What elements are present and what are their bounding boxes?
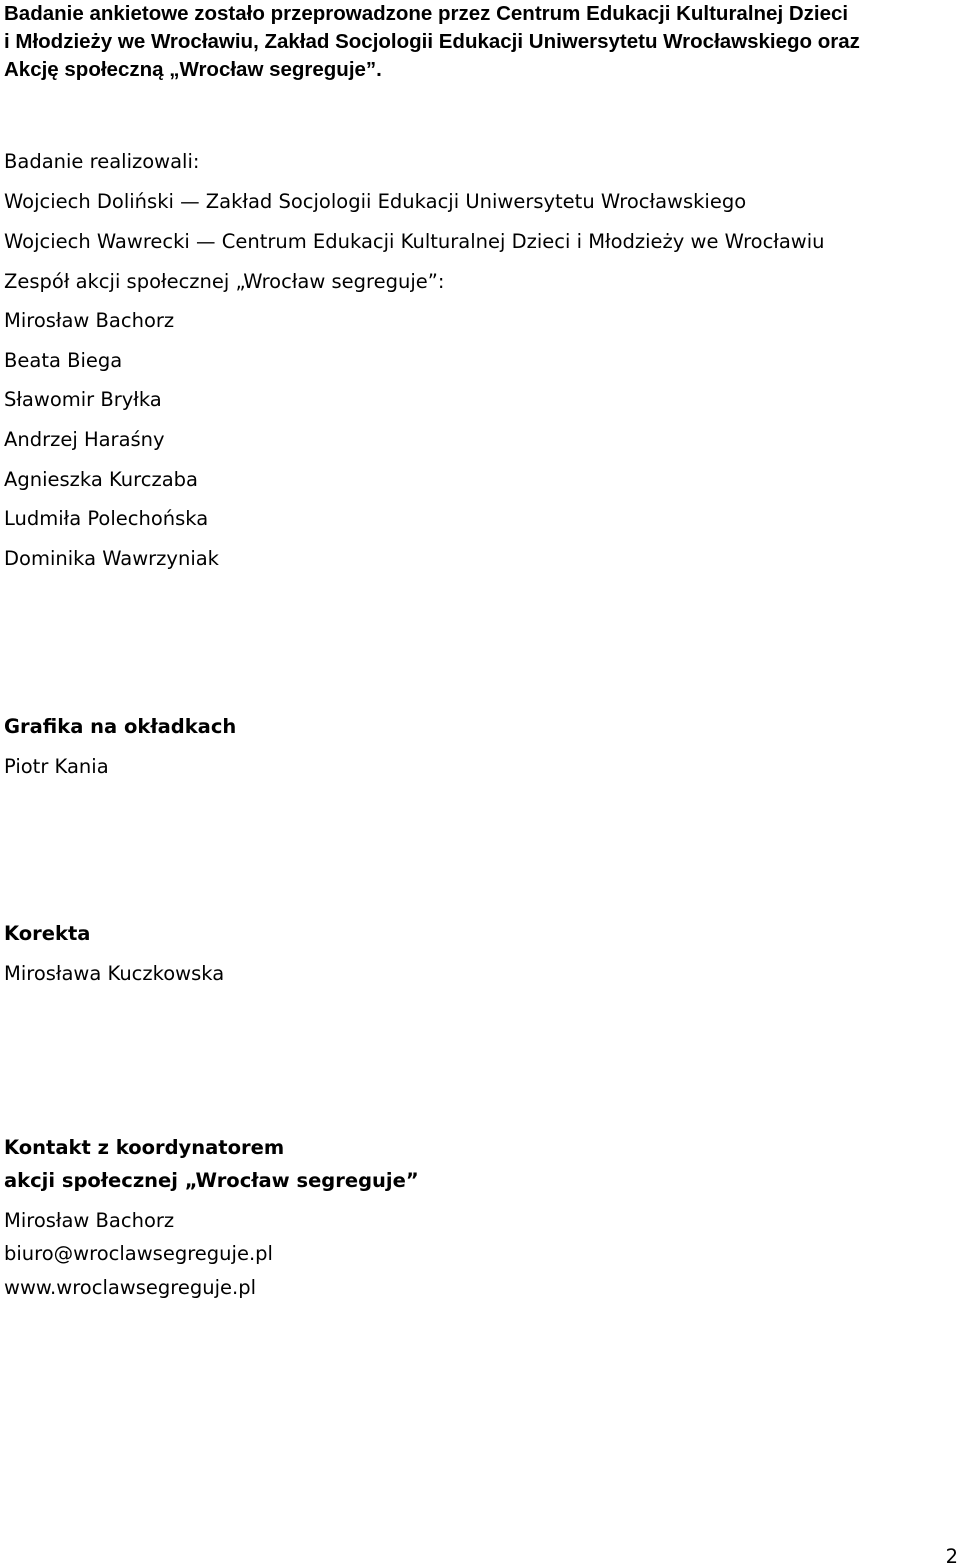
intro-line: i Młodzieży we Wrocławiu, Zakład Socjologii Edukacji Uniwersytetu Wrocławskiego oraz <box>4 30 860 53</box>
researcher-item: Wojciech Doliński — Zakład Socjologii Edukacji Uniwersytetu Wrocławskiego <box>4 190 747 213</box>
team-member: Sławomir Bryłka <box>4 388 162 411</box>
graphics-heading: Grafika na okładkach <box>4 715 237 738</box>
team-member: Beata Biega <box>4 349 123 372</box>
proofreading-name: Mirosława Kuczkowska <box>4 962 225 985</box>
contact-name: Mirosław Bachorz <box>4 1209 175 1232</box>
intro-line: Badanie ankietowe zostało przeprowadzone przez Centrum Edukacji Kulturalnej Dzieci <box>4 2 849 25</box>
contact-heading: Kontakt z koordynatorem <box>4 1136 285 1159</box>
team-member: Agnieszka Kurczaba <box>4 468 198 491</box>
team-member: Andrzej Haraśny <box>4 428 165 451</box>
team-member: Mirosław Bachorz <box>4 309 175 332</box>
contact-email: biuro@wroclawsegreguje.pl <box>4 1242 273 1265</box>
page-number: 2 <box>945 1545 958 1568</box>
proofreading-heading: Korekta <box>4 922 91 945</box>
research-heading: Badanie realizowali: <box>4 150 200 173</box>
contact-heading: akcji społecznej „Wrocław segreguje” <box>4 1169 419 1192</box>
team-member: Dominika Wawrzyniak <box>4 547 219 570</box>
intro-line: Akcję społeczną „Wrocław segreguje”. <box>4 58 382 81</box>
graphics-name: Piotr Kania <box>4 755 109 778</box>
researcher-item: Wojciech Wawrecki — Centrum Edukacji Kulturalnej Dzieci i Młodzieży we Wrocławiu <box>4 230 825 253</box>
contact-website: www.wroclawsegreguje.pl <box>4 1276 257 1299</box>
team-heading: Zespół akcji społecznej „Wrocław segreguje”: <box>4 270 445 293</box>
team-member: Ludmiła Polechońska <box>4 507 209 530</box>
intro-paragraph <box>4 0 956 84</box>
